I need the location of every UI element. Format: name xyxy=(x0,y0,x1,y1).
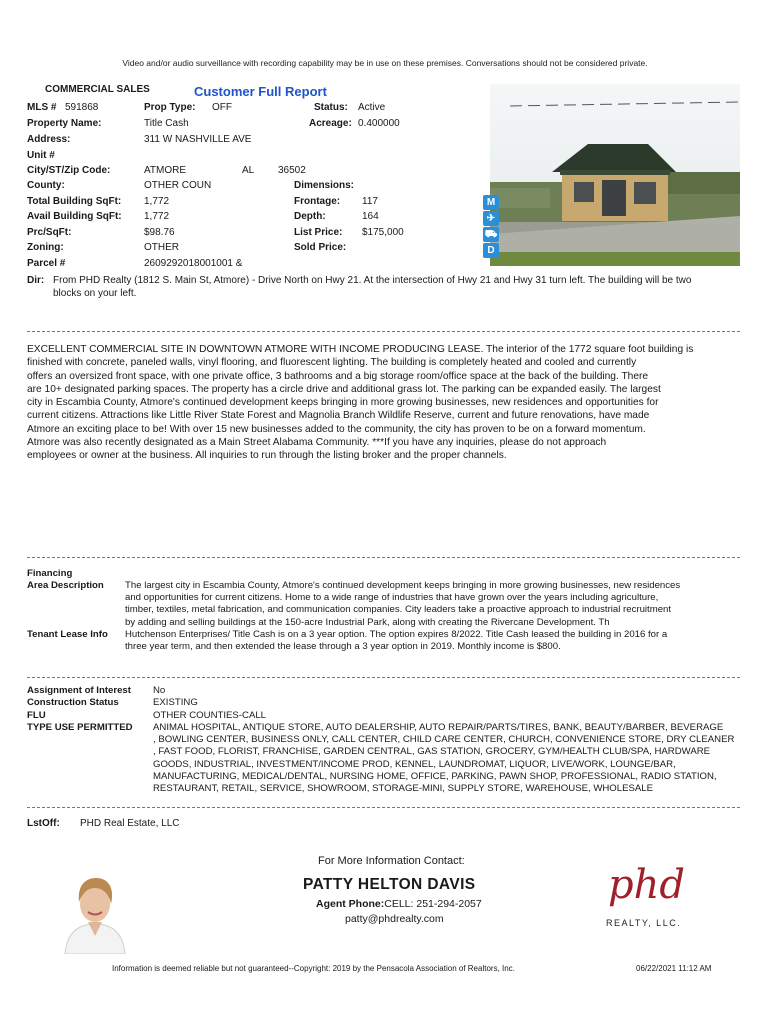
assignment-value: No xyxy=(153,685,166,696)
mls-value: 591868 xyxy=(65,102,99,113)
type-use-line: RESTAURANT, RETAIL, SERVICE, SHOWROOM, STORAGE-MINI, SUPPLY STORE, WAREHOUSE, WHOLESALE xyxy=(153,783,654,795)
dir-line-2: blocks on your left. xyxy=(53,288,137,299)
parcel-label: Parcel # xyxy=(27,258,66,269)
financing-label: Financing xyxy=(27,568,73,579)
remarks-line: Atmore an exciting place to be! With over 15 new businesses added to the community, the city has proven to be on a forward momentum. xyxy=(27,423,646,435)
zoning-value: OTHER xyxy=(144,242,179,253)
avail-sqft-label: Avail Building SqFt: xyxy=(27,211,122,222)
type-use-line: MANUFACTURING, MEDICAL/DENTAL, NURSING HOME, OFFICE, PARKING, PAWN SHOP, PROFESSIONAL, RADIO STATION, xyxy=(153,770,717,782)
depth-label: Depth: xyxy=(294,211,326,222)
type-use-line: ANIMAL HOSPITAL, ANTIQUE STORE, AUTO DEALERSHIP, AUTO REPAIR/PARTS/TIRES, BANK, BEAUTY/BARBER, BEVERAGE xyxy=(153,722,724,733)
divider xyxy=(27,807,740,808)
divider xyxy=(27,331,740,332)
property-photo-image xyxy=(490,84,740,266)
depth-value: 164 xyxy=(362,211,379,222)
area-description xyxy=(125,580,745,629)
frontage-label: Frontage: xyxy=(294,196,341,207)
flu-label: FLU xyxy=(27,710,46,721)
address-label: Address: xyxy=(27,134,71,145)
dimensions-label: Dimensions: xyxy=(294,180,355,191)
agent-email[interactable]: patty@phdrealty.com xyxy=(345,913,444,925)
dir-label: Dir: xyxy=(27,275,45,286)
type-use-permitted xyxy=(153,722,743,795)
city-value: ATMORE xyxy=(144,165,187,176)
property-photo[interactable] xyxy=(490,84,740,266)
lstoff-label: LstOff: xyxy=(27,818,60,829)
type-use-label: TYPE USE PERMITTED xyxy=(27,722,133,733)
agent-phone xyxy=(316,898,482,910)
car-icon[interactable]: ⛟ xyxy=(484,229,498,240)
agent-portrait xyxy=(55,862,135,954)
remarks-line: EXCELLENT COMMERCIAL SITE IN DOWNTOWN ATMORE WITH INCOME PRODUCING LEASE. The interior of the 1772 square foot building is xyxy=(27,344,694,355)
contact-intro: For More Information Contact: xyxy=(318,855,465,867)
surveillance-notice: Video and/or audio surveillance with recording capability may be in use on these premises. Conversations should not be considered private. xyxy=(122,58,648,68)
property-name-label: Property Name: xyxy=(27,118,102,129)
status-label: Status: xyxy=(314,102,348,113)
dir-line-1: From PHD Realty (1812 S. Main St, Atmore) - Drive North on Hwy 21. At the intersection of Hwy 21 and Hwy 31 turn left. The building will be two xyxy=(53,275,692,286)
assignment-label: Assignment of Interest xyxy=(27,685,131,696)
parcel-value: 2609292018001001 & xyxy=(144,258,243,269)
area-description-line: by adding and selling buildings at the 150-acre Industrial Park, along with creating the Rivercane Development. Th xyxy=(125,616,610,628)
agent-name: PATTY HELTON DAVIS xyxy=(303,876,476,893)
list-price-label: List Price: xyxy=(294,227,343,238)
agent-phone-label: Agent Phone: xyxy=(316,898,385,910)
county-label: County: xyxy=(27,180,65,191)
total-sqft-label: Total Building SqFt: xyxy=(27,196,122,207)
acreage-label: Acreage: xyxy=(309,118,352,129)
area-description-line: timber, textiles, metal fabrication, and communication companies. City leaders take a proactive approach to industrial recruitment xyxy=(125,604,672,616)
city-label: City/ST/Zip Code: xyxy=(27,165,111,176)
remarks-line: employees or owner at the business. All inquiries to run through the listing broker and the proper channels. xyxy=(27,450,507,462)
county-value: OTHER COUN xyxy=(144,180,212,191)
phd-realty-logo xyxy=(600,860,700,935)
logo-brand: phd xyxy=(608,862,685,908)
list-price-value: $175,000 xyxy=(362,227,404,238)
type-use-line: GOODS, INDUSTRIAL, INVESTMENT/INCOME PROD, KENNEL, LAUNDROMAT, LIQUOR, LIVE/WORK, LOUNGE/BAR, xyxy=(153,758,676,770)
report-date: 06/22/2021 11:12 AM xyxy=(636,964,712,973)
remarks-line: offers an oversized front space, with one private office, 3 bathrooms and a big storage room/office space at the back of the building. There xyxy=(27,370,649,382)
divider xyxy=(27,677,740,678)
construction-label: Construction Status xyxy=(27,697,119,708)
agent-phone-value: CELL: 251-294-2057 xyxy=(384,898,482,910)
directions-icon[interactable]: D xyxy=(483,243,499,258)
divider xyxy=(27,557,740,558)
frontage-value: 117 xyxy=(362,196,378,207)
tenant-lease-label: Tenant Lease Info xyxy=(27,629,108,640)
prop-type-value: OFF xyxy=(212,102,232,113)
remarks-line: Atmore was also recently designated as a Main Street Alabama Community. ***If you have any inquiries, please do not approach xyxy=(27,437,607,449)
tenant-lease-line: Hutchenson Enterprises/ Title Cash is on a 3 year option. The option expires 8/2022. Title Cash leased the building in 2016 for a xyxy=(125,629,668,640)
prc-sqft-value: $98.76 xyxy=(144,227,175,238)
flu-value: OTHER COUNTIES-CALL xyxy=(153,710,267,721)
remarks-line: city in Escambia County, Atmore's continued development keeps bringing in more growing businesses, new residences and opportunities for xyxy=(27,397,659,409)
map-icon[interactable]: M xyxy=(483,195,499,210)
map-icon-strip xyxy=(483,195,499,259)
unit-label: Unit # xyxy=(27,150,55,161)
address-value: 311 W NASHVILLE AVE xyxy=(144,134,252,145)
sold-price-label: Sold Price: xyxy=(294,242,347,253)
agent-photo xyxy=(55,862,135,954)
remarks-line: are 10+ designated parking spaces. The property has a circle drive and additional grass lot. The parking can be expanded easily. The largest xyxy=(27,383,661,395)
walk-icon[interactable]: ✈ xyxy=(483,211,499,226)
tenant-lease-info xyxy=(125,629,745,653)
remarks-line: current citizens. Attractions like Little River State Forest and Magnolia Branch Wildlife Reserve, current and future renovations, have made xyxy=(27,410,650,422)
type-use-line: , BOWLING CENTER, BUSINESS ONLY, CALL CENTER, CHILD CARE CENTER, CHURCH, CONVENIENCE STORE, DRY CLEANER xyxy=(153,734,735,746)
copyright-disclaimer: Information is deemed reliable but not guaranteed--Copyright: 2019 by the Pensacola Association of Realtors, Inc. xyxy=(112,964,515,973)
state-value: AL xyxy=(242,165,255,176)
report-title: Customer Full Report xyxy=(194,84,327,99)
lstoff-value: PHD Real Estate, LLC xyxy=(80,818,180,829)
logo-subtitle: REALTY, LLC. xyxy=(606,918,682,928)
mls-label: MLS # xyxy=(27,102,57,113)
zoning-label: Zoning: xyxy=(27,242,64,253)
type-use-line: , FAST FOOD, FLORIST, FRANCHISE, GARDEN CENTRAL, GAS STATION, GROCERY, GYM/HEALTH CLUB/SPA, HARDWARE xyxy=(153,746,711,758)
avail-sqft-value: 1,772 xyxy=(144,211,170,222)
remarks-line: finished with concrete, paneled walls, vinyl flooring, and fluorescent lighting. The building is completely heated and cooled and currently xyxy=(27,357,637,369)
area-description-line: The largest city in Escambia County, Atmore's continued development keeps bringing in more growing businesses, new residences xyxy=(125,580,681,591)
area-description-label: Area Description xyxy=(27,580,104,591)
public-remarks xyxy=(27,343,740,463)
property-name-value: Title Cash xyxy=(144,118,189,129)
construction-value: EXISTING xyxy=(153,697,198,708)
tenant-lease-line: three year term, and then extended the lease through a 3 year option in 2019. Monthly income is $800. xyxy=(125,641,561,653)
section-title: COMMERCIAL SALES xyxy=(45,84,150,95)
total-sqft-value: 1,772 xyxy=(144,196,170,207)
area-description-line: and opportunities for current citizens. Home to a wide range of industries that have grown over the years including agriculture, xyxy=(125,592,659,604)
acreage-value: 0.400000 xyxy=(358,118,400,129)
prc-sqft-label: Prc/SqFt: xyxy=(27,227,72,238)
prop-type-label: Prop Type: xyxy=(144,102,196,113)
zip-value: 36502 xyxy=(278,165,306,176)
status-value: Active xyxy=(358,102,386,113)
